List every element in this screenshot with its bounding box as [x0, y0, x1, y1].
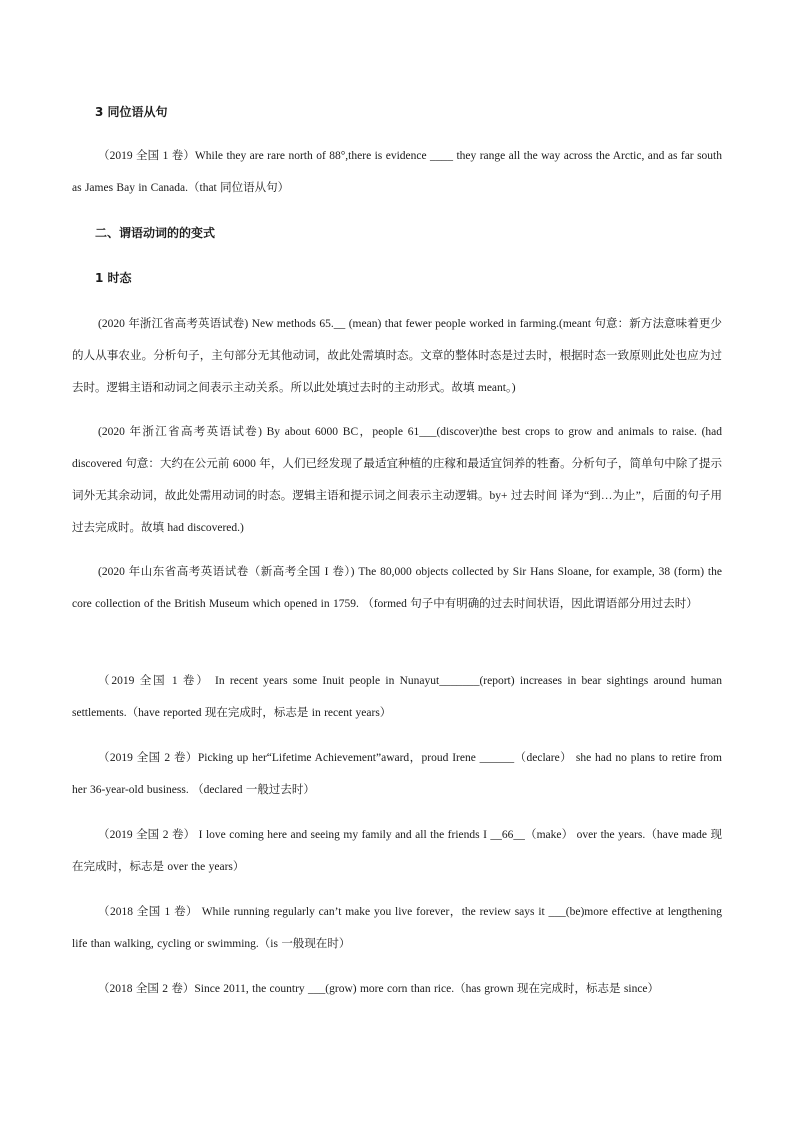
- paragraph-2019-national-1: （2019 全国 1 卷） In recent years some Inuit people in Nunayut_______(report) increases in bear sightings around human settlements.（have reported 现在完成时，标志是 in recent years）: [72, 675, 722, 719]
- paragraph-2018-national-2: （2018 全国 2 卷）Since 2011, the country ___(grow) more corn than rice.（has grown 现在完成时，标志是 since）: [98, 983, 660, 995]
- paragraph-2019-national-2-declare: （2019 全国 2 卷）Picking up her“Lifetime Achievement”award，proud Irene ______（declare） she had no plans to retire from her 36-year-old business. （declared 一般过去时）: [72, 752, 722, 796]
- paragraph-2019-national-2-make: （2019 全国 2 卷） I love coming here and seeing my family and all the friends I __66__（make） over the years.（have made 现在完成时，标志是 over the years）: [72, 829, 722, 873]
- heading-predicate-verb-variants: 二、谓语动词的的变式: [95, 226, 216, 240]
- heading-appositive-clause: 3 同位语从句: [95, 105, 168, 119]
- paragraph-appositive-2019: （2019 全国 1 卷）While they are rare north of 88°,there is evidence ____ they range all the way across the Arctic, and as far south as James Bay in Canada.（that 同位语从句）: [72, 150, 722, 194]
- heading-tense: 1 时态: [95, 271, 132, 285]
- paragraph-zhejiang-2020-65: (2020 年浙江省高考英语试卷) New methods 65.__ (mean) that fewer people worked in farming.(meant 句意：新方法意味着更少的人从事农业。分析句子，主句部分无其他动词，故此处需填时态。文章的整体时态是过去时，根据时态一致原则此处也应为过去时。逻辑主语和动词之间表示主动关系。所以此处填过去时的主动形式。故填 meant。): [72, 318, 722, 394]
- paragraph-zhejiang-2020-61: (2020 年浙江省高考英语试卷) By about 6000 BC，people 61___(discover)the best crops to grow and animals to raise. (had discovered 句意：大约在公元前 6000 年，人们已经发现了最适宜种植的庄稼和最适宜饲养的牲畜。分析句子，简单句中除了提示词外无其余动词，故此处需用动词的时态。逻辑主语和提示词之间表示主动逻辑。by+ 过去时间 译为“到…为止”，后面的句子用过去完成时。故填 had discovered.): [72, 426, 722, 534]
- paragraph-shandong-2020-38: (2020 年山东省高考英语试卷（新高考全国 I 卷）) The 80,000 objects collected by Sir Hans Sloane, for example, 38 (form) the core collection of the British Museum which opened in 1759. （formed 句子中有明确的过去时间状语，因此谓语部分用过去时）: [72, 566, 722, 610]
- paragraph-2018-national-1: （2018 全国 1 卷） While running regularly can’t make you live forever，the review says it ___(be)more effective at lengthening life than walking, cycling or swimming.（is 一般现在时）: [72, 906, 722, 950]
